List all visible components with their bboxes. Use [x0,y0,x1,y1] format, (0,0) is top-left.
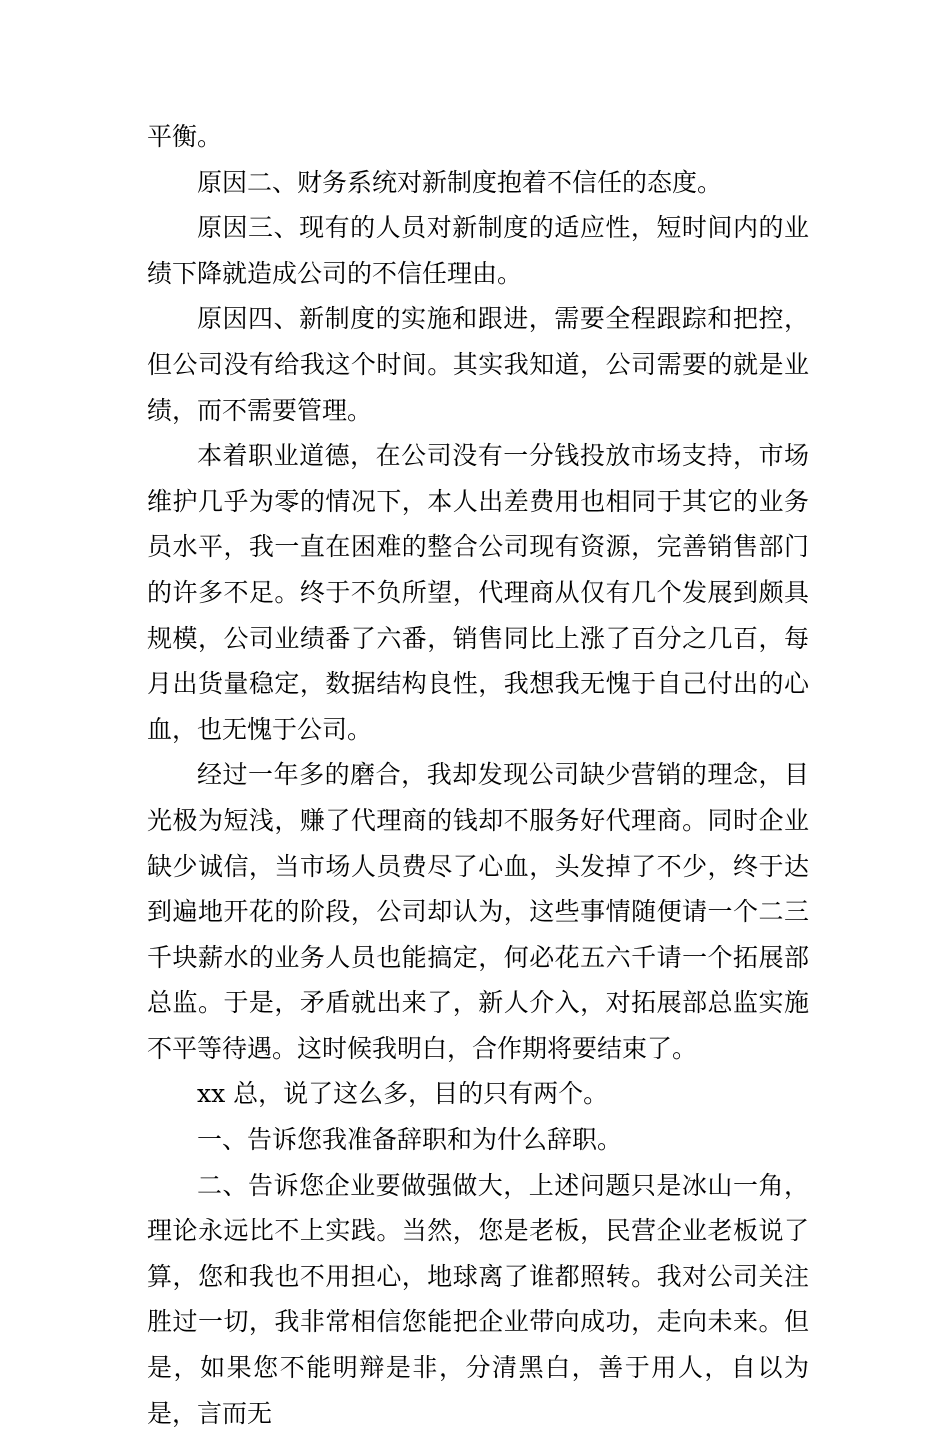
paragraph-professional-ethics: 本着职业道德，在公司没有一分钱投放市场支持，市场维护几乎为零的情况下，本人出差费用也相同于其它的业务员水平，我一直在困难的整合公司现有资源，完善销售部门的许多不足。终于不负所望，代理商从仅有几个发展到颇具规模，公司业绩番了六番，销售同比上涨了百分之几百，每月出货量稳定，数据结构良性，我想我无愧于自己付出的心血，也无愧于公司。 [147,441,809,744]
paragraph-continuation: 平衡。 [147,122,223,151]
paragraph-reason-four: 原因四、新制度的实施和跟进，需要全程跟踪和把控，但公司没有给我这个时间。其实我知道，公司需要的就是业绩，而不需要管理。 [147,304,809,425]
paragraph-purpose-two: 二、告诉您企业要做强做大，上述问题只是冰山一角，理论永远比不上实践。当然，您是老板，民营企业老板说了算，您和我也不用担心，地球离了谁都照转。我对公司关注胜过一切，我非常相信您能把企业带向成功，走向未来。但是，如果您不能明辩是非，分清黑白，善于用人，自以为是，言而无 [147,1170,809,1428]
paragraph-two-purposes: xx 总，说了这么多，目的只有两个。 [197,1079,609,1109]
paragraph-after-one-year: 经过一年多的磨合，我却发现公司缺少营销的理念，目光极为短浅，赚了代理商的钱却不服务好代理商。同时企业缺少诚信，当市场人员费尽了心血，头发掉了不少，终于达到遍地开花的阶段，公司却认为，这些事情随便请一个二三千块薪水的业务人员也能搞定，何必花五六千请一个拓展部总监。于是，矛盾就出来了，新人介入，对拓展部总监实施不平等待遇。这时候我明白，合作期将要结束了。 [147,760,809,1063]
document-body [147,114,809,1436]
paragraph-reason-two: 原因二、财务系统对新制度抱着不信任的态度。 [197,167,723,197]
paragraph-reason-three: 原因三、现有的人员对新制度的适应性，短时间内的业绩下降就造成公司的不信任理由。 [147,213,809,288]
paragraph-purpose-one: 一、告诉您我准备辞职和为什么辞职。 [197,1125,623,1155]
